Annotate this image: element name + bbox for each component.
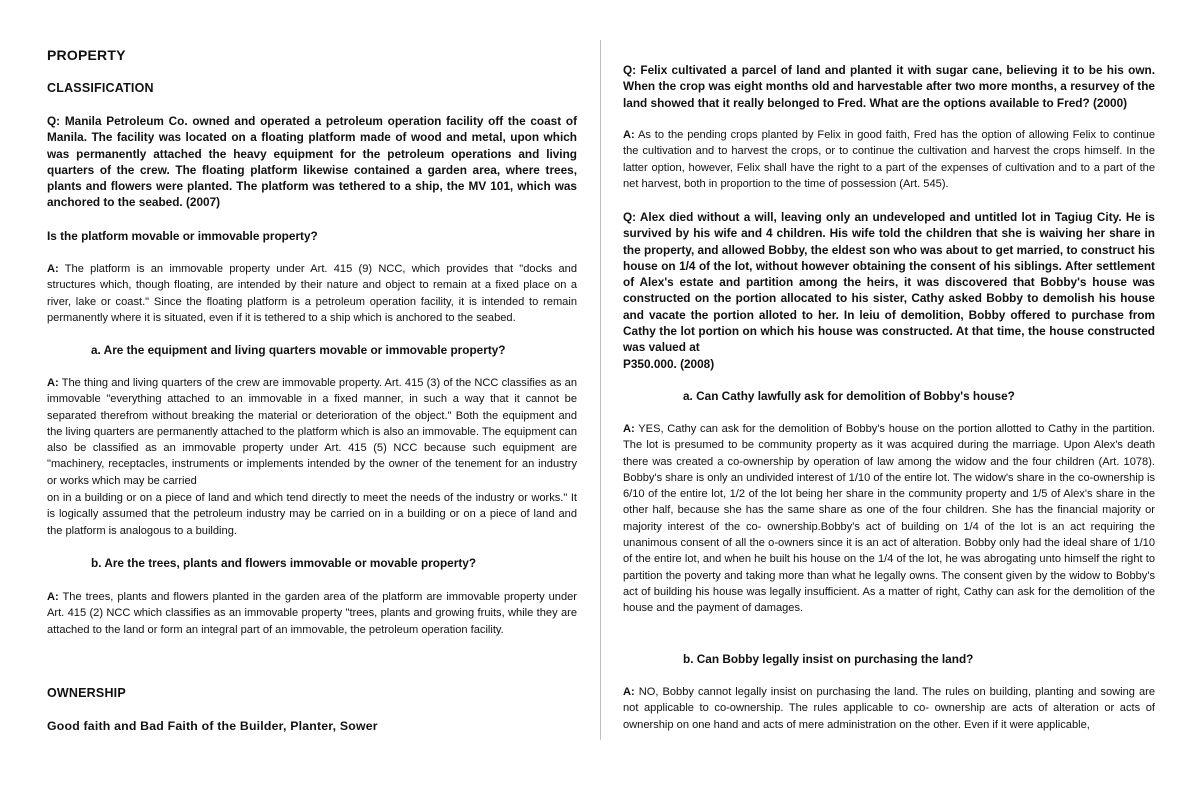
answer-text: The platform is an immovable property under Art. 415 (9) NCC, which provides that "docks and structures which, though floating, are intended by their nature and object to remain at a fixed place on a river, lake or coast." Since the floating platform is a petroleum operation facility, it is intended to remain permanently where it is situated, even if it is tethered to a ship which is anchored to the seabed. [47,263,577,324]
subquestion-demolition: a. Can Cathy lawfully ask for demolition of Bobby's house? [683,389,1015,403]
subquestion-equipment: a. Are the equipment and living quarters movable or immovable property? [91,343,506,357]
answer-label: A: [623,423,635,435]
answer-text: The thing and living quarters of the crew are immovable property. Art. 415 (3) of the NCC classifies as an immovable "everything attached to an immovable in a fixed manner, in such a way that it cannot be separated therefrom without breaking the material or deterioration of the object." Both the equipment and the living quarters are permanently attached to the platform which is also an immovable. The equipment can also be classified as an immovable property under Art. 415 (5) NCC because such equipment are "machinery, receptacles, instruments or implements intended by the owner of the tenement for an industry or works which may be carried [47,377,577,487]
answer-equipment-continued: on in a building or on a piece of land and which tend directly to meet the needs of the industry or works." It is logically assumed that the petroleum industry may be carried on in a building or on a piece of land and the platform is analogous to a building. [47,492,577,537]
subquestion-trees: b. Are the trees, plants and flowers immovable or movable property? [91,556,477,570]
answer-platform [47,261,577,326]
question-platform-movable: Is the platform movable or immovable property? [47,229,318,243]
subquestion-purchase: b. Can Bobby legally insist on purchasing the land? [683,652,974,666]
answer-purchase [623,684,1155,733]
subsection-heading-good-faith: Good faith and Bad Faith of the Builder, Planter, Sower [47,719,378,733]
answer-label: A: [47,591,59,603]
question-alex-continued: P350.000. (2008) [623,357,715,371]
question-platform: Q: Manila Petroleum Co. owned and operated a petroleum operation facility off the coast of Manila. The facility was located on a floating platform made of wood and metal, upon which was permanently attached the heavy equipment for the petroleum operations and living quarters of the crew. The floating platform likewise contained a garden area, where trees, plants and flowers were planted. The platform was tethered to a ship, the MV 101, which was anchored to the seabed. (2007) [47,114,577,210]
column-divider [600,40,601,740]
question-felix: Q: Felix cultivated a parcel of land and planted it with sugar cane, believing it to be his own. When the crop was eight months old and harvestable after two more months, a resurvey of the land showed that it really belonged to Fred. What are the options available to Fred? (2000) [623,63,1155,110]
answer-text: As to the pending crops planted by Felix in good faith, Fred has the option of allowing Felix to continue the cultivation and to harvest the crops, or to continue the cultivation and harvest the crops himself. In the latter option, however, Felix shall have the right to a part of the expenses of cultivation and to a part of the net harvest, both in proportion to the time of possession (Art. 545). [623,129,1155,190]
answer-text: NO, Bobby cannot legally insist on purchasing the land. The rules on building, planting and sowing are not applicable to co-ownership. The rules applicable to co- ownership are acts of alteration or acts of ownership on one hand and acts of mere administration on the other. Even if it were applicable, [623,686,1155,731]
answer-text: The trees, plants and flowers planted in the garden area of the platform are immovable property under Art. 415 (2) NCC which classifies as an immovable property "trees, plants and growing fruits, while they are attached to the land or form an integral part of an immovable, the petroleum operation facility. [47,591,577,636]
answer-label: A: [623,686,635,698]
answer-label: A: [47,377,59,389]
answer-text: YES, Cathy can ask for the demolition of Bobby's house on the portion allotted to Cathy in the partition. The lot is presumed to be community property as it was acquired during the marriage. Upon Alex's death there was created a co-ownership by operation of law among the widow and the four children (Art. 1078). Bobby's share is only an undivided interest of 1/10 of the entire lot. The widow's share in the co-ownership is 6/10 of the entire lot, 1/2 of the lot being her share in the community property and 1/5 of Alex's share in the other half, because she has the same share as one of the four children. She has the financial majority or majority interest of the co- ownership.Bobby's act of building on 1/4 of the lot is an act requiring the unanimous consent of all the o-owners since it is an act of alteration. Bobby only had the ideal share of 1/10 of the entire lot, and when he built his house on the 1/4 of the lot, he was abrogating unto himself the right to partition the poverty and taking more than what he legally owns. The consent given by the widow to Bobby's act of building his house was legally insufficient. As a matter of right, Cathy can ask for the demolition of the house and the payment of damages. [623,423,1155,615]
answer-equipment [47,375,577,489]
answer-label: A: [623,129,635,141]
section-heading-ownership: OWNERSHIP [47,686,126,700]
answer-trees [47,589,577,638]
answer-felix [623,127,1155,192]
answer-label: A: [47,263,59,275]
question-alex: Q: Alex died without a will, leaving only an undeveloped and untitled lot in Tagiug City. He is survived by his wife and 4 children. His wife told the children that she is waiving her share in the property, and allowed Bobby, the eldest son who was about to get married, to construct his house on 1/4 of the lot, without however obtaining the consent of his siblings. After settlement of Alex's estate and partition among the heirs, it was discovered that Bobby's house was constructed on the portion allocated to his sister, Cathy asked Bobby to demolish his house and vacate the portion alloted to her. In leiu of demolition, Bobby offered to purchase from Cathy the lot portion on which his house was constructed. At that time, the house constructed was valued at [623,210,1155,355]
section-heading-classification: CLASSIFICATION [47,81,154,95]
page-title: PROPERTY [47,47,126,63]
answer-demolition [623,421,1155,617]
